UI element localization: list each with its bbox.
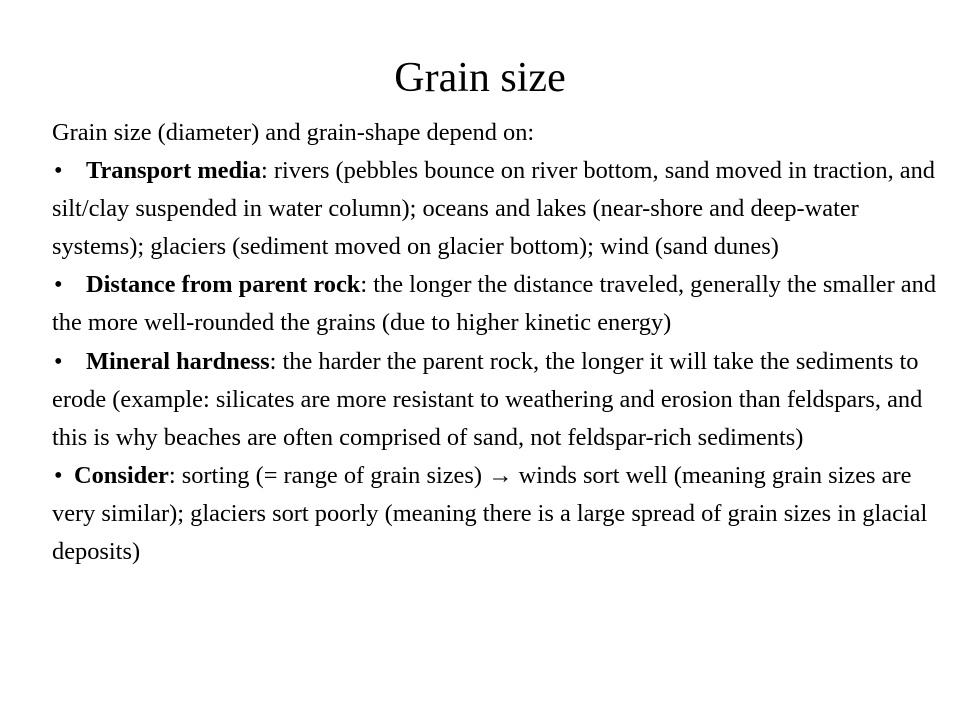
bullet-term: Consider (74, 461, 169, 489)
bullet-mineral-hardness (52, 343, 942, 457)
bullet-term: Mineral hardness (86, 347, 270, 375)
bullet-marker: • (54, 347, 63, 375)
bullet-consider (52, 457, 942, 571)
slide-title: Grain size (394, 55, 566, 101)
slide-body (52, 114, 942, 571)
bullet-text: : sorting (= range of grain sizes) → winds sort well (meaning grain sizes are very similar); glaciers sort poorly (meaning there is a large spread of grain sizes in glacial deposits) (52, 461, 928, 566)
bullet-term: Transport media (86, 157, 262, 185)
intro-text: Grain size (diameter) and grain-shape depend on: (52, 119, 535, 146)
bullet-term: Distance from parent rock (86, 271, 361, 299)
bullet-marker: • (54, 157, 63, 185)
bullet-text: : rivers (pebbles bounce on river bottom, sand moved in traction, and silt/clay suspended in water column); oceans and lakes (near-shore and deep-water systems); glaciers (sediment moved on glacier bottom); wind (sand dunes) (52, 157, 935, 261)
bullet-distance-from-parent-rock (52, 266, 942, 342)
bullet-marker: • (54, 461, 63, 489)
bullet-transport-media (52, 152, 942, 266)
bullet-text: : the longer the distance traveled, generally the smaller and the more well-rounded the grains (due to higher kinetic energy) (52, 271, 937, 337)
bullet-marker: • (54, 271, 63, 299)
bullet-text: : the harder the parent rock, the longer it will take the sediments to erode (example: silicates are more resistant to weathering and erosion than feldspars, and this is why beaches are often comprised of sand, not feldspar-rich sediments) (52, 347, 923, 451)
